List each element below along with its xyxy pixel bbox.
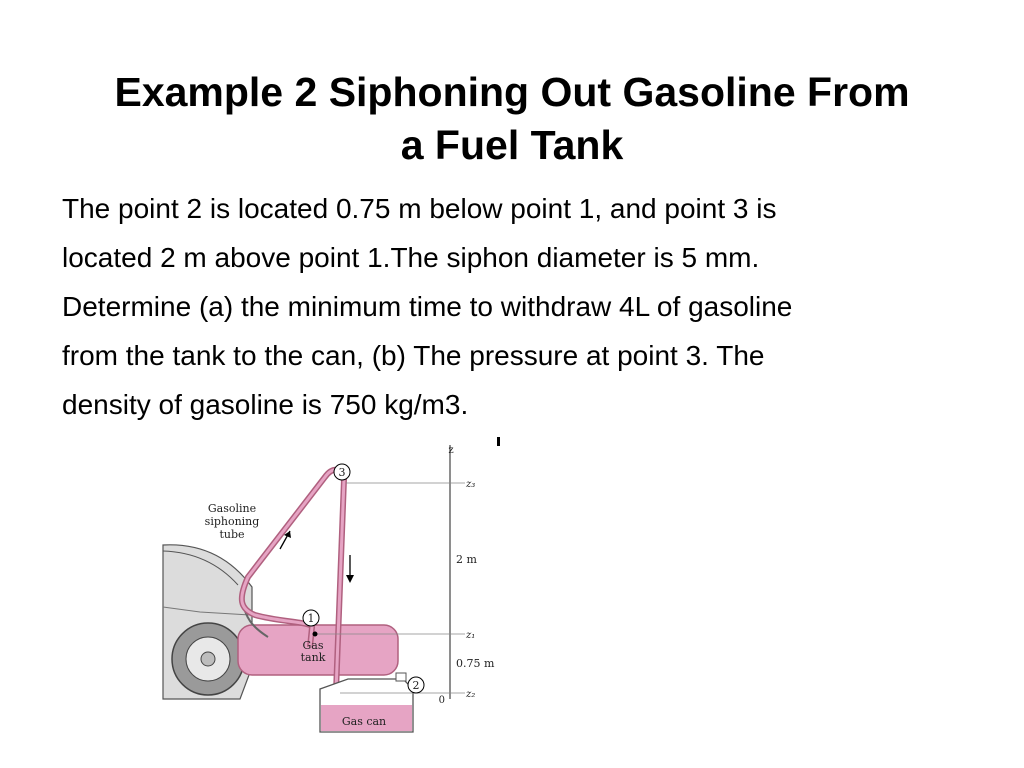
flow-arrow-down-head [346, 575, 354, 583]
tube-label-line-2: siphoning [204, 515, 260, 528]
tank-label-line-2: tank [300, 651, 326, 664]
slide-title [40, 66, 984, 172]
origin-label: 0 [438, 695, 445, 706]
tube-label-line-3: tube [219, 528, 245, 541]
z2-label: z₂ [466, 689, 476, 700]
z3-label: z₃ [466, 479, 476, 490]
car-hub-center [201, 652, 215, 666]
point-3-label: 3 [338, 466, 346, 479]
siphon-diagram [160, 437, 512, 737]
can-label: Gas can [341, 715, 387, 728]
point-2-label: 2 [412, 679, 420, 692]
title-line-2: a Fuel Tank [400, 122, 624, 168]
title-line-1: Example 2 Siphoning Out Gasoline From [114, 69, 910, 115]
gas-can-cap [396, 673, 406, 681]
body-line-2: located 2 m above point 1.The siphon diameter is 5 mm. [62, 242, 760, 273]
tank-label-line-1: Gas [302, 639, 324, 652]
body-line-5: density of gasoline is 750 kg/m3. [62, 389, 469, 420]
height-bottom-label: 0.75 m [456, 657, 495, 670]
problem-statement [62, 184, 982, 429]
height-top-label: 2 m [456, 553, 477, 566]
point-1-dot [313, 632, 318, 637]
z1-label: z₁ [466, 630, 476, 641]
tube-label-line-1: Gasoline [207, 502, 257, 515]
axis-label: z [448, 445, 454, 456]
body-line-1: The point 2 is located 0.75 m below point 1, and point 3 is [62, 193, 777, 224]
body-line-3: Determine (a) the minimum time to withdraw 4L of gasoline [62, 291, 793, 322]
siphon-figure [160, 437, 512, 737]
body-line-4: from the tank to the can, (b) The pressure at point 3. The [62, 340, 765, 371]
point-1-label: 1 [307, 612, 315, 625]
